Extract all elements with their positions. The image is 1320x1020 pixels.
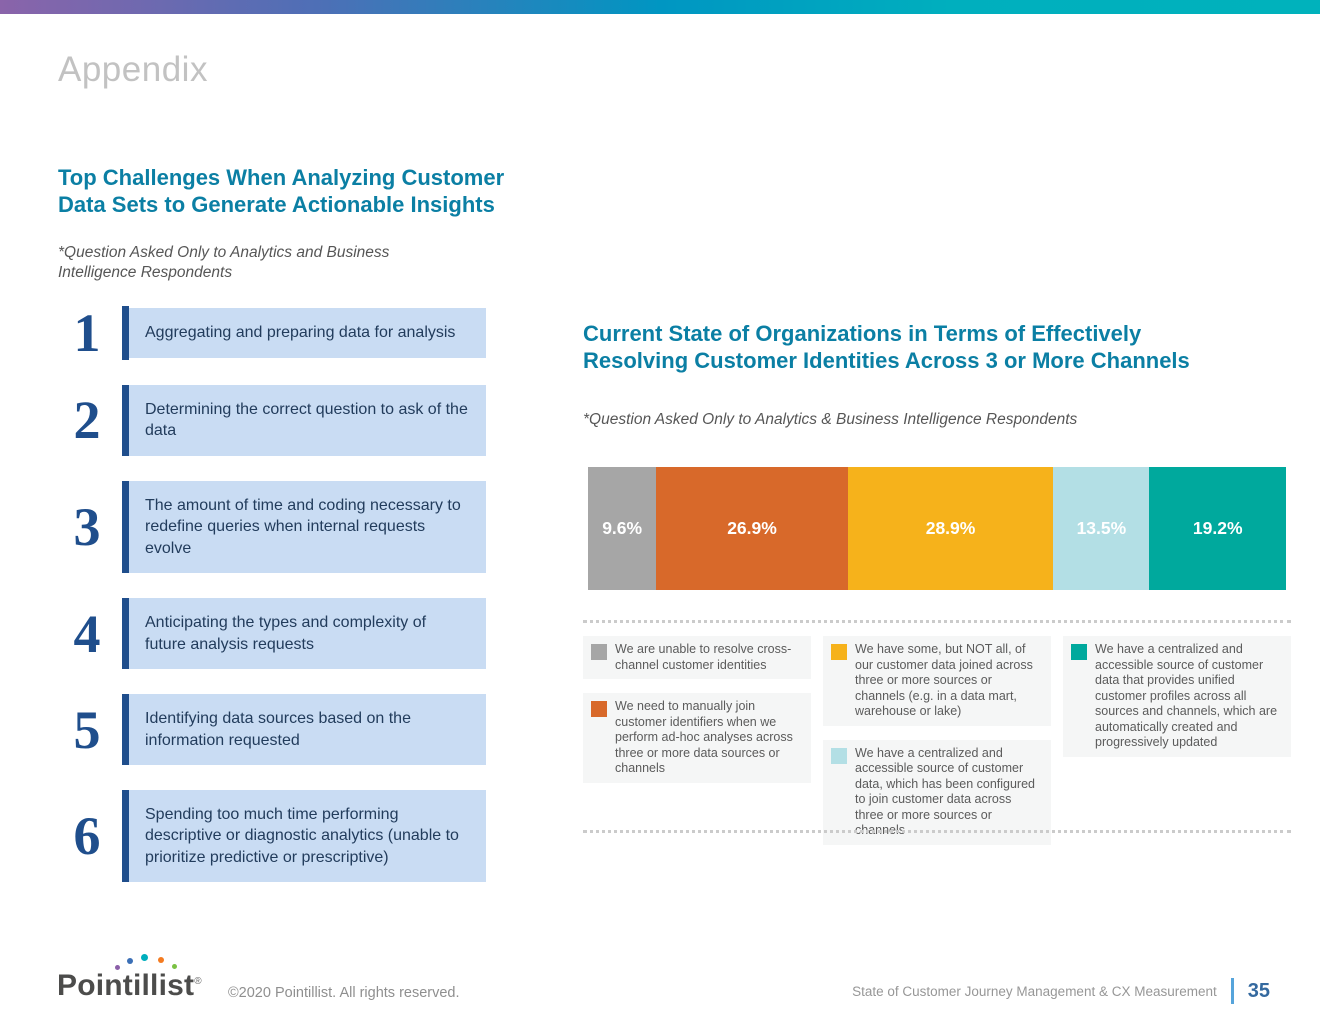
- legend-label: We need to manually join customer identifiers when we perform ad-hoc analyses across three or more data sources or channels: [615, 699, 793, 775]
- challenge-text-box: [129, 694, 486, 765]
- legend-column-2: [823, 636, 1051, 845]
- legend-item-unified-profiles: [1063, 636, 1291, 757]
- challenge-text-box: [129, 308, 486, 357]
- stacked-bar: [588, 467, 1286, 590]
- challenge-list: [58, 303, 486, 882]
- challenge-rank: 1: [73, 303, 101, 363]
- pointillist-logo: [57, 953, 247, 1009]
- chart-legend: [583, 636, 1291, 845]
- right-section-note: *Question Asked Only to Analytics & Business Intelligence Respondents: [583, 411, 1078, 428]
- challenge-text: The amount of time and coding necessary to redefine queries when internal requests evolve: [145, 496, 461, 557]
- logo-wordmark: Pointillist®: [57, 969, 202, 1002]
- challenge-text-box: [129, 598, 486, 669]
- logo-dot-icon: [141, 954, 148, 961]
- legend-item-centralized-configured: [823, 740, 1051, 845]
- challenge-accent-bar: [122, 790, 129, 882]
- legend-column-1: [583, 636, 811, 783]
- legend-column-3: [1063, 636, 1291, 757]
- bar-segment-value: 26.9%: [727, 518, 777, 538]
- brand-gradient-bar: [0, 0, 1320, 14]
- left-section-title: Top Challenges When Analyzing Customer Data Sets to Generate Actionable Insights: [58, 165, 505, 218]
- challenge-accent-bar: [122, 694, 129, 765]
- legend-swatch-teal: [1071, 644, 1087, 660]
- legend-divider-bottom: [583, 830, 1291, 833]
- challenge-row-6: [58, 790, 486, 882]
- appendix-label: Appendix: [58, 50, 208, 89]
- legend-swatch-orange: [591, 701, 607, 717]
- challenge-row-5: [58, 694, 486, 765]
- legend-label: We are unable to resolve cross-channel customer identities: [615, 642, 792, 672]
- challenge-row-2: [58, 385, 486, 456]
- legend-label: We have a centralized and accessible source of customer data that provides unified customer profiles across all sources and channels, which are automatically created and progressively updated: [1095, 642, 1278, 749]
- page-number: 35: [1247, 979, 1270, 1002]
- right-section-title: Current State of Organizations in Terms of Effectively Resolving Customer Identities Across 3 or More Channels: [583, 321, 1190, 374]
- challenge-row-1: [58, 303, 486, 363]
- challenge-text-box: [129, 481, 486, 573]
- bar-segment-5: [1149, 467, 1286, 590]
- bar-segment-value: 13.5%: [1076, 518, 1127, 538]
- challenge-rank: 5: [73, 699, 101, 760]
- registered-mark: ®: [194, 976, 202, 987]
- challenge-accent-bar: [122, 598, 129, 669]
- bar-segment-1: [588, 467, 656, 590]
- challenge-text: Determining the correct question to ask of the data: [145, 401, 468, 440]
- bar-segment-2: [656, 467, 847, 590]
- legend-swatch-gray: [591, 644, 607, 660]
- challenge-text: Aggregating and preparing data for analysis: [145, 324, 456, 342]
- bar-segment-value: 19.2%: [1192, 518, 1243, 538]
- legend-item-manual-join: [583, 693, 811, 783]
- bar-segment-value: 9.6%: [602, 518, 643, 538]
- footer-right: [852, 978, 1270, 1004]
- challenge-text-box: [129, 385, 486, 456]
- challenge-text: Identifying data sources based on the information requested: [145, 710, 411, 749]
- challenge-text: Anticipating the types and complexity of future analysis requests: [145, 614, 427, 653]
- legend-divider-top: [583, 620, 1291, 623]
- challenge-text: Spending too much time performing descriptive or diagnostic analytics (unable to prioritize predictive or prescriptive): [145, 805, 459, 866]
- challenge-rank: 4: [73, 603, 101, 664]
- legend-swatch-lightblue: [831, 748, 847, 764]
- legend-item-unable: [583, 636, 811, 679]
- challenge-accent-bar: [122, 306, 129, 360]
- footer-divider: [1231, 978, 1234, 1004]
- legend-swatch-yellow: [831, 644, 847, 660]
- legend-label: We have a centralized and accessible source of customer data, which has been configured to join customer data across three or more sources or channels: [855, 745, 1035, 837]
- bar-segment-3: [848, 467, 1054, 590]
- legend-item-some-joined: [823, 636, 1051, 726]
- legend-label: We have some, but NOT all, of our customer data joined across three or more sources or channels (e.g. in a data mart, warehouse or lake): [855, 642, 1033, 718]
- bar-segment-value: 28.9%: [925, 518, 976, 538]
- challenge-text-box: [129, 790, 486, 882]
- challenge-rank: 2: [73, 390, 101, 451]
- challenge-rank: 3: [73, 497, 101, 558]
- copyright-text: ©2020 Pointillist. All rights reserved.: [228, 985, 460, 1001]
- challenge-accent-bar: [122, 385, 129, 456]
- report-title: State of Customer Journey Management & CX Measurement: [852, 983, 1217, 999]
- logo-dot-icon: [158, 957, 164, 963]
- bar-segment-4: [1053, 467, 1149, 590]
- challenge-row-3: [58, 481, 486, 573]
- left-section-note: *Question Asked Only to Analytics and Business Intelligence Respondents: [58, 244, 390, 282]
- challenge-accent-bar: [122, 481, 129, 573]
- logo-dot-icon: [127, 958, 133, 964]
- challenge-rank: 6: [73, 806, 101, 867]
- challenge-row-4: [58, 598, 486, 669]
